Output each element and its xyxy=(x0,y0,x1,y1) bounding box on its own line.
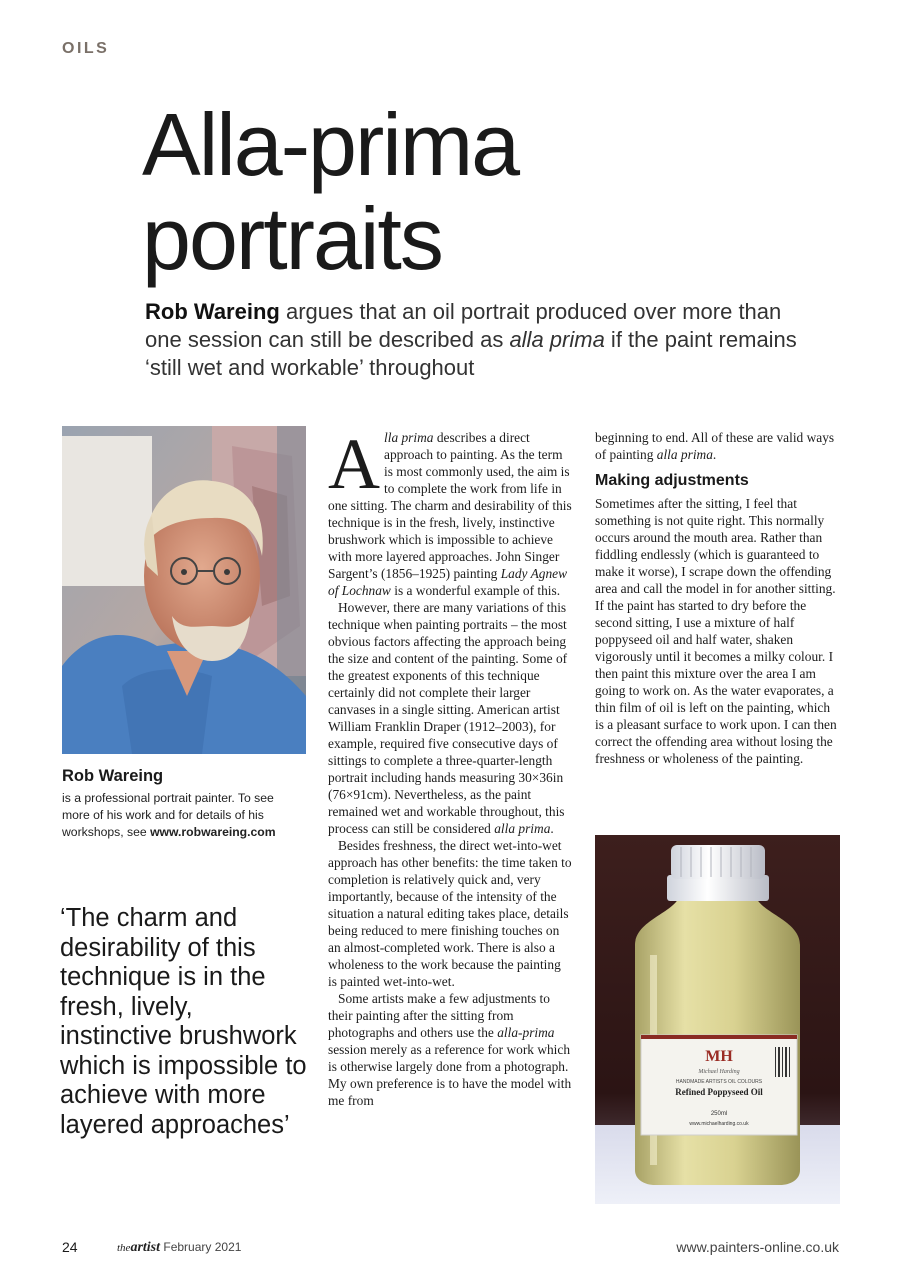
bottle-illustration xyxy=(595,835,840,1204)
author-bio-text: is a professional portrait painter. To see more of his work and for details of his workshops, see xyxy=(62,791,274,839)
body-emphasis: alla prima xyxy=(656,447,713,462)
body-text: beginning to end. All of these are valid ways of painting xyxy=(595,430,835,462)
label-web: www.michaelharding.co.uk xyxy=(689,1121,749,1127)
body-emphasis: alla-prima xyxy=(497,1025,555,1040)
subheading: Making adjustments xyxy=(595,472,749,489)
standfirst-text-1: argues that an oil portrait produced over more than one session can still be described as xyxy=(145,299,782,352)
magazine-brand xyxy=(117,1240,160,1255)
body-text: session merely as a reference for work which is otherwise largely done from a photograph. My own preference is to have the model with me from xyxy=(328,1042,572,1108)
body-text: Some artists make a few adjustments to their painting after the sitting from photographs and others use the xyxy=(328,991,550,1040)
body-emphasis: Lady Agnew of Lochnaw xyxy=(328,566,568,598)
brand-the: the xyxy=(117,1242,131,1254)
body-paragraph xyxy=(328,424,573,599)
body-paragraph: Besides freshness, the direct wet-into-wet approach has other benefits: the time taken to completion is relatively quick and, very importantly, because of the intensity of the situation a natural editing takes place, details being reduced to mere finishing touches on an almost-completed work. There is also a wholeness to the work because the painting is painted wet-into-wet. xyxy=(328,838,572,989)
body-text: . xyxy=(712,447,717,462)
body-paragraph xyxy=(328,990,573,1109)
brand-artist: artist xyxy=(130,1240,161,1255)
author-portrait-illustration xyxy=(62,426,306,754)
magazine-issue xyxy=(117,1240,241,1256)
author-photo xyxy=(62,426,306,754)
label-volume: 250ml xyxy=(710,1111,728,1117)
author-bio xyxy=(62,790,302,841)
body-text: . xyxy=(550,821,554,836)
body-text: describes a direct approach to painting. As the term is most commonly used, the aim is to complete the work from life in one sitting. The charm and desirability of this technique is in the fresh, lively, instinctive brushwork which is impossible to achieve with more layered approaches. John Singer Sargent’s (1856–1925) painting xyxy=(328,430,572,581)
standfirst-author: Rob Wareing xyxy=(145,299,280,324)
label-product: Refined Poppyseed Oil xyxy=(675,1087,763,1097)
drop-cap: A xyxy=(328,424,380,504)
poppyseed-oil-photo xyxy=(595,835,840,1204)
author-website: www.robwareing.com xyxy=(150,825,276,839)
author-name: Rob Wareing xyxy=(62,767,164,785)
label-signature: Michael Harding xyxy=(698,1069,740,1075)
article-title xyxy=(142,95,862,288)
standfirst xyxy=(145,298,805,382)
standfirst-text-2: if the paint remains ‘still wet and workable’ throughout xyxy=(145,327,797,380)
body-emphasis: lla prima xyxy=(384,430,434,445)
section-label: OILS xyxy=(62,40,110,57)
body-text: However, there are many variations of this technique when painting portraits – the most obvious factors affecting the approach being the size and content of the painting. Some of the greatest exponents of this technique certainly did not complete their larger canvases in a single sitting. American artist William Franklin Draper (1912–2003), for example, required five consecutive days of sittings to complete a three-quarter-length portrait including hands measuring 30×36in (76×91cm). Nevertheless, as the paint remained wet and workable throughout, this process can still be considered xyxy=(328,600,568,836)
website-url: www.painters-online.co.uk xyxy=(676,1239,839,1255)
body-paragraph xyxy=(328,599,573,837)
label-maker: HANDMADE ARTISTS OIL COLOURS xyxy=(675,1079,763,1085)
title-line-1: Alla-prima xyxy=(142,95,519,194)
label-logo: MH xyxy=(705,1048,733,1065)
title-line-2: portraits xyxy=(142,189,442,288)
page-number: 24 xyxy=(62,1239,78,1255)
body-column-2 xyxy=(595,429,840,767)
body-column-1 xyxy=(328,424,573,1109)
issue-date: February 2021 xyxy=(160,1240,242,1254)
standfirst-emphasis: alla prima xyxy=(509,327,605,352)
pull-quote: ‘The charm and desirability of this technique is in the fresh, lively, instinctive brushwork which is impossible to achieve with more layered approaches’ xyxy=(60,904,307,1139)
body-paragraph: Sometimes after the sitting, I feel that something is not quite right. This normally occurs around the mouth area. Rather than fiddling endlessly (which is guaranteed to make it worse), I scrape down the offending area and call the model in for another sitting. If the paint has started to dry before the second sitting, I use a mixture of half poppyseed oil and half water, shaken vigorously until it becomes a milky colour. I then paint this mixture over the area I am going to work on. As the water evaporates, a thin film of oil is left on the painting, which is a pleasant surface to work upon. I can then correct the offending area without losing the freshness or wholeness of the painting. xyxy=(595,496,837,766)
body-emphasis: alla prima xyxy=(494,821,551,836)
body-paragraph xyxy=(595,429,840,463)
body-text: is a wonderful example of this. xyxy=(390,583,561,598)
